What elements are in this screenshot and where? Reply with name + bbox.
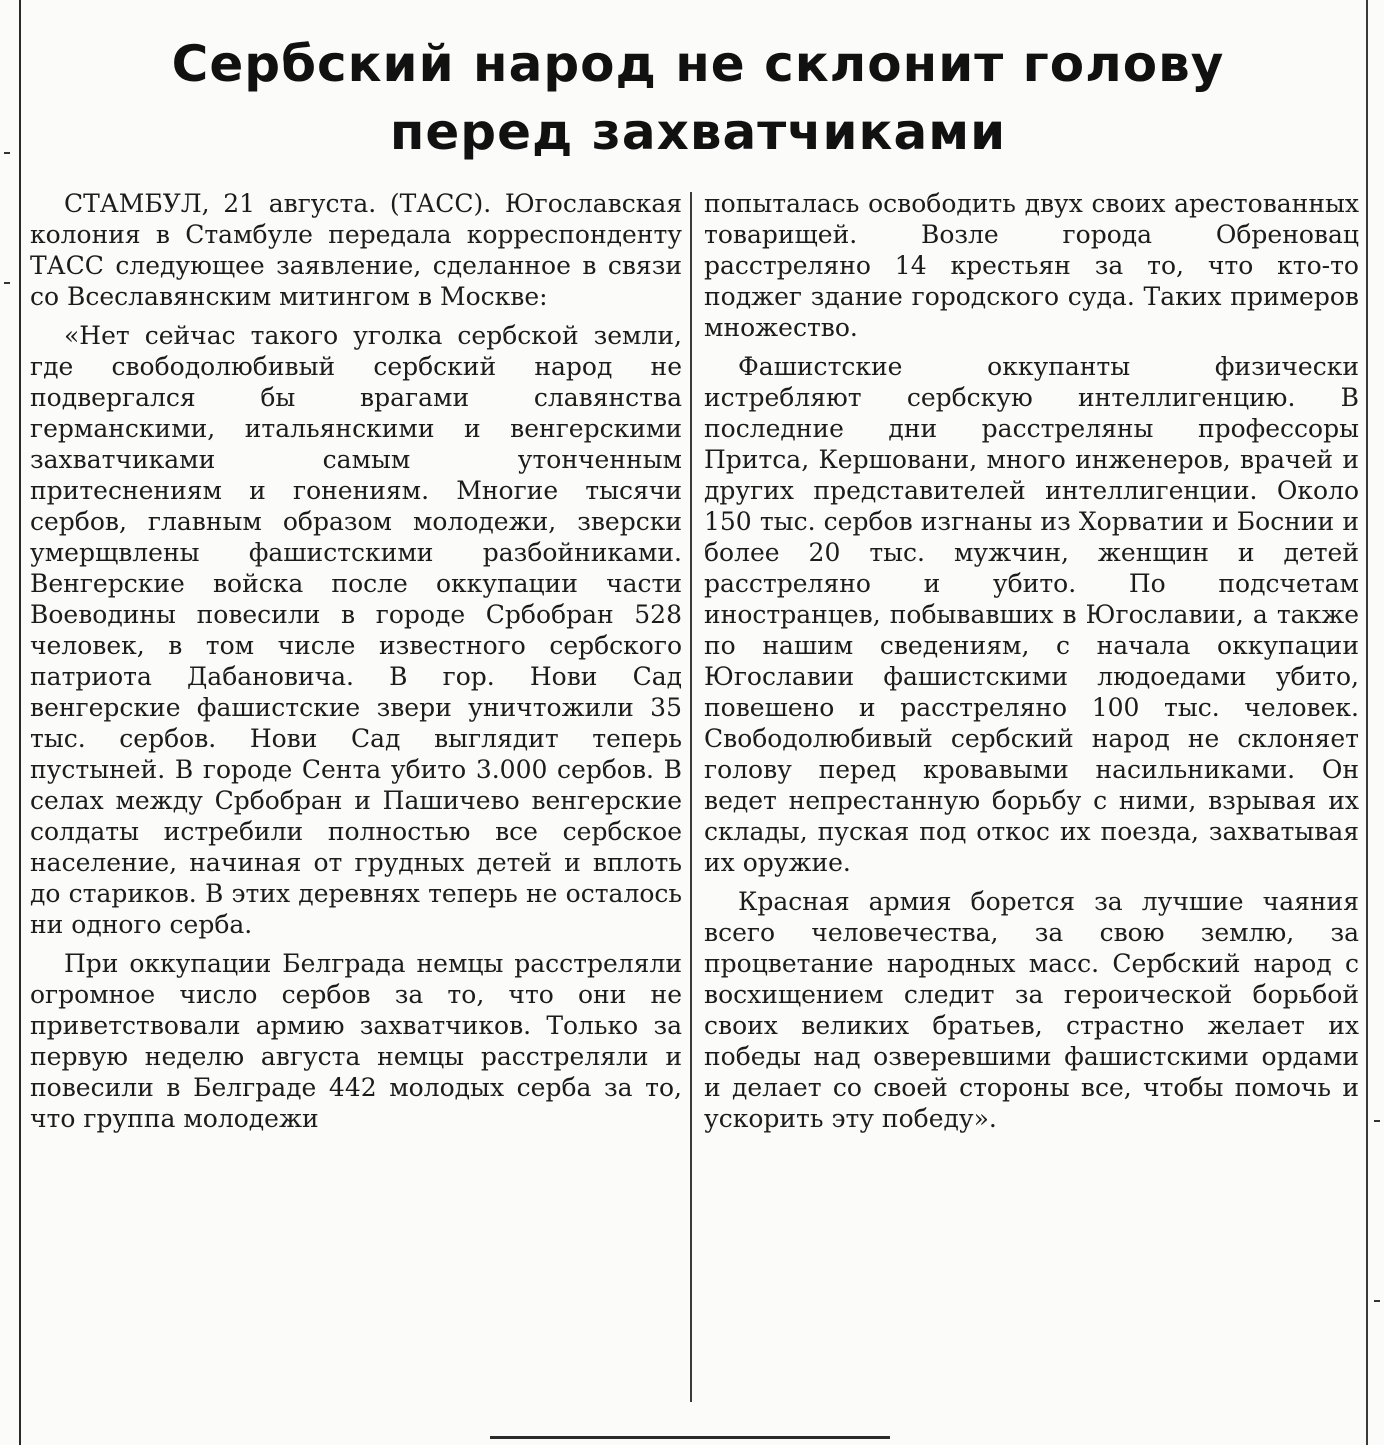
- edge-mark: [1374, 1120, 1380, 1122]
- right-margin-rule: [1366, 0, 1368, 1445]
- headline-line-2: перед захватчиками: [389, 103, 1007, 161]
- article-column-right: [704, 188, 1359, 1134]
- left-margin-rule: [19, 0, 21, 1445]
- article-column-left: [30, 188, 682, 1134]
- bottom-separator-rule: [490, 1436, 890, 1439]
- paragraph: попыталась освободить двух своих арестованных товарищей. Возле города Обреновац расстреляно 14 крестьян за то, что кто-то поджег здание городского суда. Таких примеров множество.: [704, 189, 1359, 342]
- edge-mark: [4, 152, 10, 154]
- paragraph: СТАМБУЛ, 21 августа. (ТАСС). Югославская колония в Стамбуле передала корреспонденту ТАСС следующее заявление, сделанное в связи со Всеславянским митингом в Москве:: [30, 189, 682, 311]
- article-headline: [30, 30, 1366, 166]
- edge-mark: [1374, 1300, 1380, 1302]
- paragraph: При оккупации Белграда немцы расстреляли огромное число сербов за то, что они не приветствовали армию захватчиков. Только за первую неделю августа немцы расстреляли и повесили в Белграде 442 молодых серба за то, что группа молодежи: [30, 949, 682, 1133]
- column-divider: [690, 192, 692, 1402]
- paragraph: «Нет сейчас такого уголка сербской земли, где свободолюбивый сербский народ не подвергался бы врагами славянства германскими, итальянскими и венгерскими захватчиками самым утонченным притеснениям и гонениям. Многие тысячи сербов, главным образом молодежи, зверски умерщвлены фашистскими разбойниками. Венгерские войска после оккупации части Воеводины повесили в городе Србобран 528 человек, в том числе известного сербского патриота Дабановича. В гор. Нови Сад венгерские фашистские звери уничтожили 35 тыс. сербов. Нови Сад выглядит теперь пустыней. В городе Сента убито 3.000 сербов. В селах между Србобран и Пашичево венгерские солдаты истребили полностью все сербское население, начиная от грудных детей и вплоть до стариков. В этих деревнях теперь не осталось ни одного серба.: [30, 321, 682, 939]
- paragraph: Красная армия борется за лучшие чаяния всего человечества, за свою землю, за процветание народных масс. Сербский народ с восхищением следит за героической борьбой своих великих братьев, страстно желает их победы над озверевшими фашистскими ордами и делает со своей стороны все, чтобы помочь и ускорить эту победу».: [704, 887, 1359, 1133]
- headline-line-1: Сербский народ не склонит голову: [171, 35, 1225, 93]
- edge-mark: [4, 282, 10, 284]
- paragraph: Фашистские оккупанты физически истребляют сербскую интеллигенцию. В последние дни расстреляны профессоры Притса, Кершовани, много инженеров, врачей и других представителей интеллигенции. Около 150 тыс. сербов изгнаны из Хорватии и Боснии и более 20 тыс. мужчин, женщин и детей расстреляно и убито. По подсчетам иностранцев, побывавших в Югославии, а также по нашим сведениям, с начала оккупации Югославии фашистскими людоедами убито, повешено и расстреляно 100 тыс. человек. Свободолюбивый сербский народ не склоняет голову перед кровавыми насильниками. Он ведет непрестанную борьбу с ними, взрывая их склады, пуская под откос их поезда, захватывая их оружие.: [704, 352, 1359, 877]
